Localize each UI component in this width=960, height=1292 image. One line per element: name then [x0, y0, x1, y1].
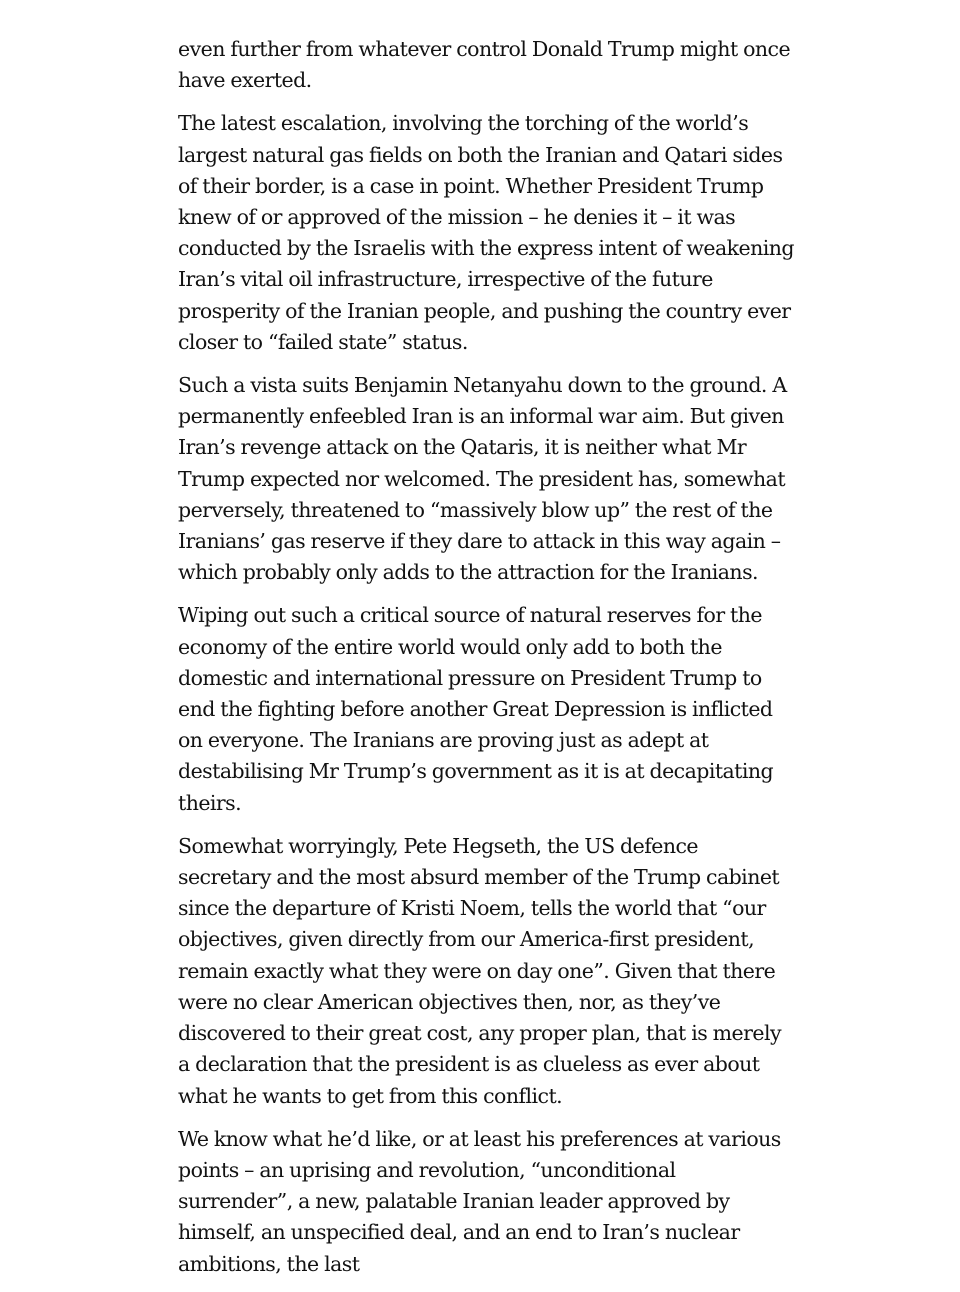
paragraph-1: even further from whatever control Donald Trump might once have exerted. [178, 37, 791, 93]
article-body [178, 34, 794, 1292]
paragraph-5: Somewhat worryingly, Pete Hegseth, the US defence secretary and the most absurd member of the Trump cabinet since the departure of Kristi Noem, tells the world that “our objectives, given directly from our America-first president, remain exactly what they were on day one”. Given that there were no clear American objectives then, nor, as they’ve discovered to their great cost, any proper plan, that is merely a declaration that the president is as clueless as ever about what he wants to get from this conflict. [178, 833, 781, 1108]
paragraph-3: Such a vista suits Benjamin Netanyahu down to the ground. A permanently enfeebled Iran is an informal war aim. But given Iran’s revenge attack on the Qataris, it is neither what Mr Trump expected nor welcomed. The president has, somewhat perversely, threatened to “massively blow up” the rest of the Iranians’ gas reserve if they dare to attack in this way again – which probably only adds to the attraction for the Iranians. [178, 373, 787, 585]
paragraph-2: The latest escalation, involving the torching of the world’s largest natural gas fields on both the Iranian and Qatari sides of their border, is a case in point. Whether President Trump knew of or approved of the mission – he denies it – it was conducted by the Israelis with the express intent of weakening Iran’s vital oil infrastructure, irrespective of the future prosperity of the Iranian people, and pushing the country ever closer to “failed state” status. [178, 111, 794, 354]
paragraph-6: We know what he’d like, or at least his preferences at various points – an uprising and revolution, “unconditional surrender”, a new, palatable Iranian leader approved by himself, an unspecified deal, and an end to Iran’s nuclear ambitions, the last [178, 1126, 781, 1276]
paragraph-4: Wiping out such a critical source of natural reserves for the economy of the entire world would only add to both the domestic and international pressure on President Trump to end the fighting before another Great Depression is inflicted on everyone. The Iranians are proving just as adept at destabilising Mr Trump’s government as it is at decapitating theirs. [178, 603, 774, 815]
